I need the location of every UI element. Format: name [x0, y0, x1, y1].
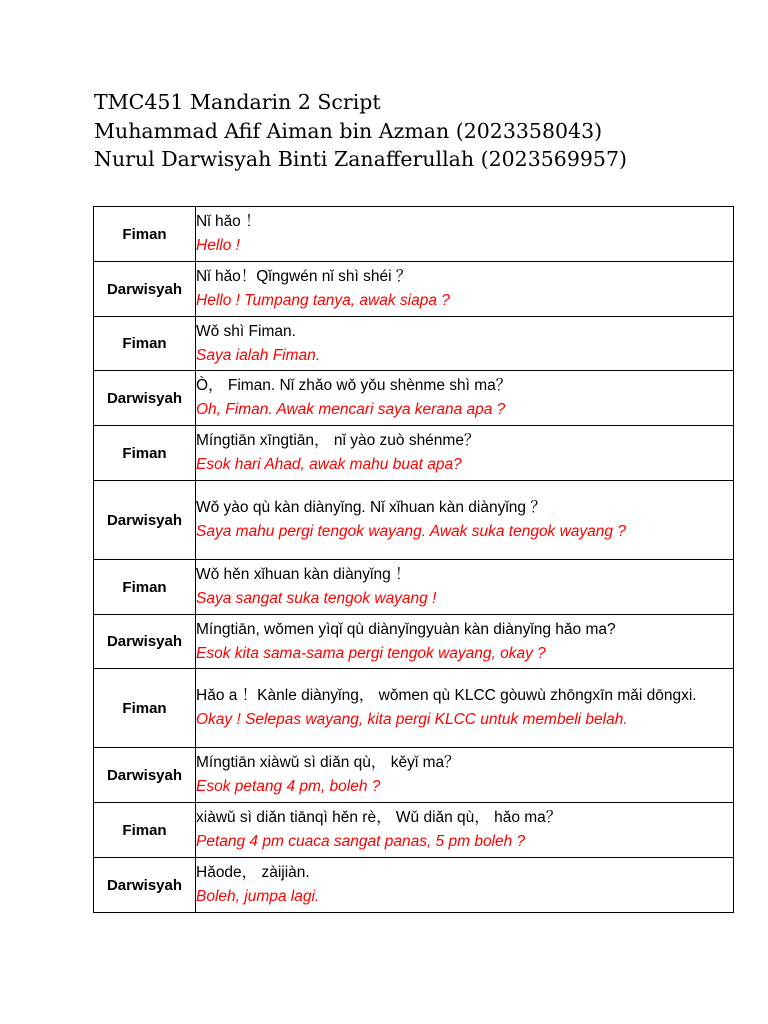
speaker-name: Fiman: [94, 803, 196, 858]
dialogue-row: [94, 426, 734, 481]
translation-line: Hello !: [196, 237, 240, 254]
pinyin-line: Míngtiān xīngtiān， nǐ yào zuò shénme？: [196, 432, 480, 449]
dialogue-row: [94, 262, 734, 317]
speaker-name: Darwisyah: [94, 371, 196, 426]
dialogue-lines: [196, 669, 734, 748]
speaker-name: Darwisyah: [94, 748, 196, 803]
dialogue-lines: [196, 858, 734, 913]
pinyin-line: Ò， Fiman. Nǐ zhǎo wǒ yǒu shènme shì ma？: [196, 377, 512, 394]
course-title: TMC451 Mandarin 2 Script: [94, 90, 381, 114]
author-line-1: Muhammad Afif Aiman bin Azman (2023358043): [94, 118, 603, 143]
dialogue-row: [94, 669, 734, 748]
translation-line: Petang 4 pm cuaca sangat panas, 5 pm boleh ?: [196, 833, 526, 850]
dialogue-row: [94, 858, 734, 913]
translation-line: Esok petang 4 pm, boleh ?: [196, 778, 381, 795]
pinyin-line: Míngtiān, wǒmen yìqǐ qù diànyǐngyuàn kàn diànyǐng hǎo ma?: [196, 620, 616, 638]
dialogue-lines: [196, 748, 734, 803]
translation-line: Esok kita sama-sama pergi tengok wayang, okay ?: [196, 644, 546, 662]
pinyin-line: Hǎode， zàijiàn.: [196, 864, 310, 881]
dialogue-lines: [196, 803, 734, 858]
speaker-name: Darwisyah: [94, 858, 196, 913]
pinyin-line: Wǒ yào qù kàn diànyǐng. Nǐ xǐhuan kàn diànyǐng ？: [196, 499, 546, 516]
author-line-2: Nurul Darwisyah Binti Zanafferullah (2023569957): [94, 147, 628, 171]
speaker-name: Fiman: [94, 317, 196, 371]
speaker-name: Fiman: [94, 560, 196, 615]
translation-line: Hello ! Tumpang tanya, awak siapa ?: [196, 292, 450, 309]
speaker-name: Darwisyah: [94, 615, 196, 669]
dialogue-row: [94, 371, 734, 426]
translation-line: Saya sangat suka tengok wayang !: [196, 590, 437, 607]
pinyin-line: Nǐ hǎo ！: [196, 213, 261, 230]
translation-line: Esok hari Ahad, awak mahu buat apa?: [196, 456, 462, 473]
pinyin-line: xiàwǔ sì diǎn tiānqì hěn rè， Wǔ diǎn qù， hǎo ma？: [196, 809, 562, 826]
document-header: [94, 88, 627, 174]
translation-line: Oh, Fiman. Awak mencari saya kerana apa ?: [196, 401, 506, 418]
dialogue-lines: [196, 207, 734, 262]
dialogue-lines: [196, 481, 734, 560]
dialogue-lines: [196, 615, 734, 669]
speaker-name: Darwisyah: [94, 481, 196, 560]
dialogue-lines: [196, 371, 734, 426]
pinyin-line: Míngtiān xiàwǔ sì diǎn qù， kěyǐ ma？: [196, 754, 460, 771]
translation-line: Saya ialah Fiman.: [196, 346, 321, 364]
dialogue-table: [93, 206, 734, 913]
dialogue-lines: [196, 560, 734, 615]
pinyin-line: Nǐ hǎo！Qǐngwén nǐ shì shéi ？: [196, 268, 412, 285]
dialogue-lines: [196, 426, 734, 481]
dialogue-row: [94, 481, 734, 560]
pinyin-line: Hǎo a ！Kànle diànyǐng， wǒmen qù KLCC gòuwù zhōngxīn mǎi dōngxi.: [196, 687, 697, 704]
dialogue-row: [94, 207, 734, 262]
pinyin-line: Wǒ shì Fiman.: [196, 322, 296, 340]
speaker-name: Fiman: [94, 669, 196, 748]
dialogue-row: [94, 615, 734, 669]
dialogue-lines: [196, 262, 734, 317]
dialogue-row: [94, 748, 734, 803]
dialogue-row: [94, 560, 734, 615]
speaker-name: Fiman: [94, 207, 196, 262]
dialogue-row: [94, 317, 734, 371]
speaker-name: Fiman: [94, 426, 196, 481]
translation-line: Boleh, jumpa lagi.: [196, 888, 320, 905]
speaker-name: Darwisyah: [94, 262, 196, 317]
pinyin-line: Wǒ hěn xǐhuan kàn diànyǐng ！: [196, 566, 411, 583]
dialogue-lines: [196, 317, 734, 371]
translation-line: Saya mahu pergi tengok wayang. Awak suka tengok wayang ?: [196, 523, 626, 540]
dialogue-row: [94, 803, 734, 858]
translation-line: Okay ! Selepas wayang, kita pergi KLCC untuk membeli belah.: [196, 711, 628, 728]
